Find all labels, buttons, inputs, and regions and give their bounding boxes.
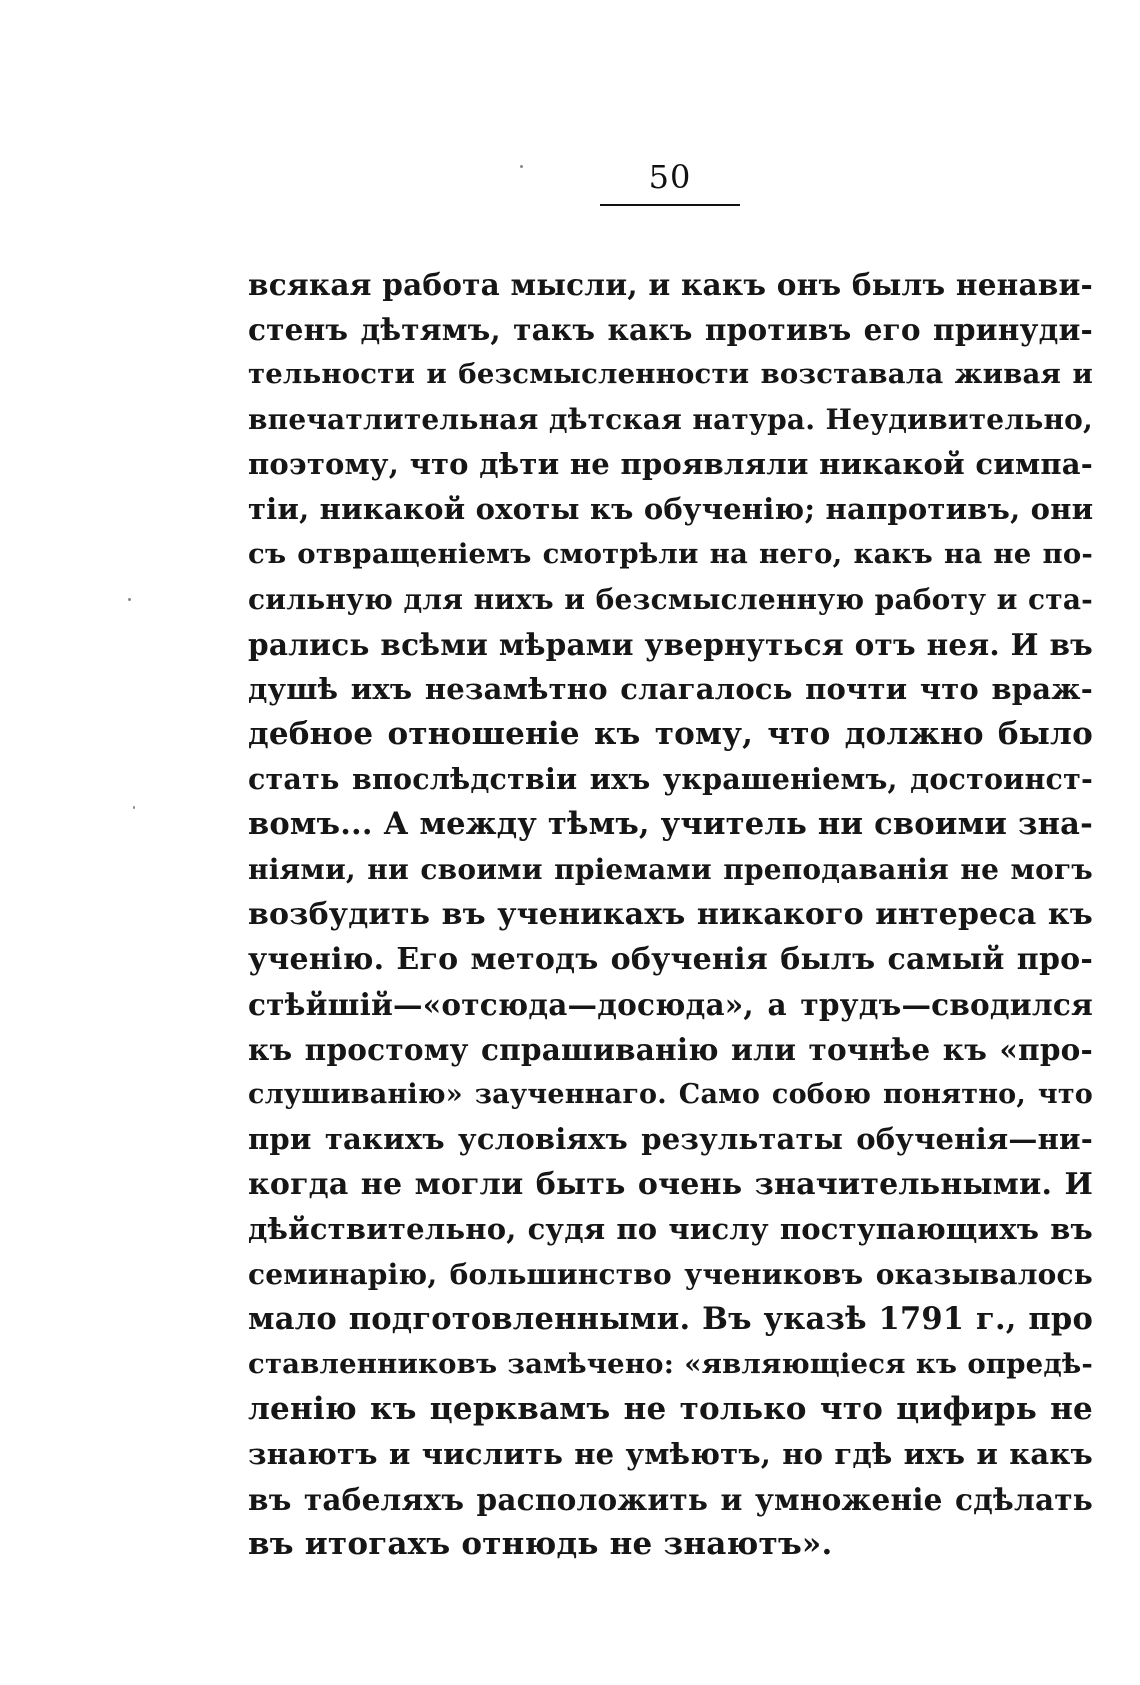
text-line: ніями, ни своими пріемами преподаванія не могъ [248,853,1093,886]
text-line: тіи, никакой охоты къ обученію; напротивъ, они [248,492,1093,526]
text-line-last: въ итогахъ отнюдь не знаютъ». [248,1526,833,1562]
text-line: семинарію, большинство учениковъ оказывалось [248,1258,1093,1291]
text-line: тельности и безсмысленности возставала живая и [248,358,1093,390]
page-number: 50 [648,158,692,196]
text-line: дѣйствительно, судя по числу поступающихъ въ [248,1212,1093,1246]
text-line: при такихъ условіяхъ результаты обученія—ни- [248,1122,1093,1156]
text-line: ставленниковъ замѣчено: «являющіеся къ опредѣ- [248,1348,1093,1380]
text-line: съ отвращеніемъ смотрѣли на него, какъ на не по- [248,538,1093,570]
text-line: когда не могли быть очень значительными. И [248,1167,1093,1202]
text-line: дебное отношеніе къ тому, что должно было [248,716,1093,752]
paper-speck [520,165,523,168]
text-line: знаютъ и числить не умѣютъ, но гдѣ ихъ и какъ [248,1437,1093,1471]
text-line: къ простому спрашиванію или точнѣе къ «про- [248,1032,1093,1067]
text-line: возбудить въ ученикахъ никакого интереса къ [248,897,1093,932]
paper-speck [128,598,131,601]
text-line: впечатлительная дѣтская натура. Неудивительно, [248,403,1093,436]
text-line: слушиванію» заученнаго. Само собою понятно, что [248,1079,1093,1110]
text-line: въ табеляхъ расположить и умноженіе сдѣлать [248,1482,1093,1517]
text-line: мало подготовленными. Въ указѣ 1791 г., про [248,1301,1093,1337]
text-line: всякая работа мысли, и какъ онъ былъ ненави- [248,267,1093,302]
paper-speck [133,806,135,809]
page-number-rule [600,204,740,206]
text-line: душѣ ихъ незамѣтно слагалось почти что враж- [248,672,1093,706]
text-line: стенъ дѣтямъ, такъ какъ противъ его принуди- [248,312,1093,347]
text-line: ленію къ церквамъ не только что цифирь не [248,1391,1093,1427]
text-line: рались всѣми мѣрами увернуться отъ нея. И въ [248,627,1093,662]
body-text [248,262,1093,1567]
text-line: стать впослѣдствіи ихъ украшеніемъ, достоинст- [248,762,1093,796]
text-line: сильную для нихъ и безсмысленную работу и ста- [248,583,1093,616]
text-line: вомъ... А между тѣмъ, учитель ни своими зна- [248,806,1093,842]
text-line: стѣйшій—«отсюда—досюда», а трудъ—сводился [248,987,1093,1022]
text-line: ученію. Его методъ обученія былъ самый про- [248,942,1093,977]
text-line: поэтому, что дѣти не проявляли никакой симпа- [248,447,1093,481]
